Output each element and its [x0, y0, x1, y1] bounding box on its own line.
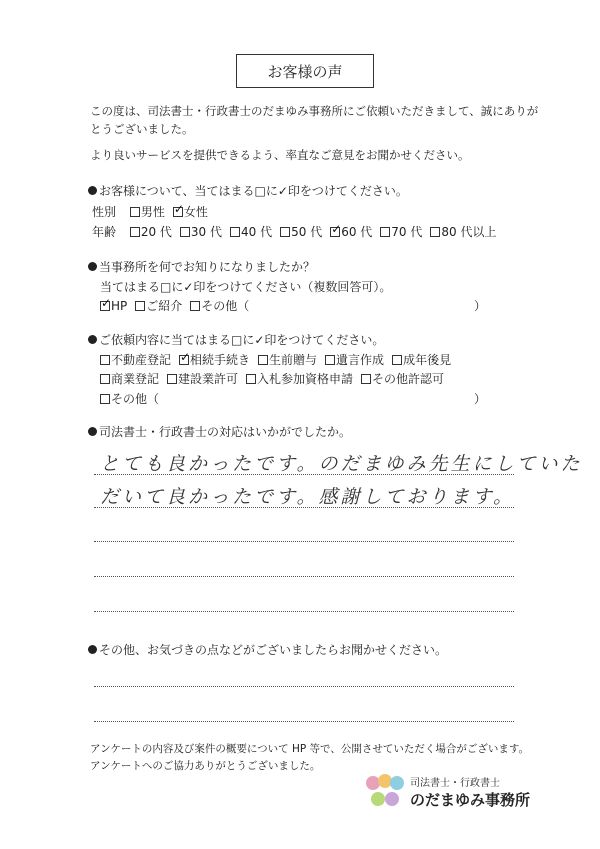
option-label: 女性: [183, 205, 208, 219]
logo-dot: [390, 776, 404, 790]
option-label: 50 代: [291, 225, 323, 239]
question-staff-response: [88, 423, 351, 440]
option[interactable]: [130, 203, 165, 220]
age-row: [92, 223, 504, 240]
answer-line: [94, 611, 514, 612]
option[interactable]: [230, 223, 272, 240]
option[interactable]: [100, 370, 159, 387]
logo-dot: [385, 792, 399, 806]
checkbox[interactable]: [130, 207, 140, 217]
question-other-comments: [88, 641, 447, 658]
option-label: 相続手続き: [190, 353, 251, 367]
checkbox[interactable]: [258, 355, 268, 365]
question-text: 司法書士・行政書士の対応はいかがでしたか。: [99, 425, 352, 439]
question-text: その他、お気づきの点などがございましたらお聞かせください。: [99, 643, 448, 657]
logo-mark-icon: [366, 774, 404, 810]
option-label: その他許認可: [372, 372, 445, 386]
option-label: 70 代: [391, 225, 423, 239]
checkbox[interactable]: [361, 374, 371, 384]
bullet-icon: [88, 335, 97, 344]
checkbox[interactable]: [190, 301, 200, 311]
option-label: 80 代以上: [441, 225, 497, 239]
option[interactable]: [173, 203, 208, 220]
question-text: 当事務所を何でお知りになりましたか？: [99, 260, 316, 274]
checkbox[interactable]: [100, 301, 110, 311]
answer-line: [94, 576, 514, 577]
how-found-row: [100, 297, 257, 314]
checkbox[interactable]: [230, 227, 240, 237]
option-label: 60 代: [341, 225, 373, 239]
option-label: ご紹介: [146, 299, 183, 313]
close-paren: ）: [474, 299, 487, 313]
logo-subtitle: 司法書士・行政書士: [410, 778, 500, 789]
option-label: 商業登記: [111, 372, 160, 386]
option[interactable]: [392, 351, 451, 368]
footer-note-2: アンケートへのご協力ありがとうございました。: [90, 760, 321, 772]
checkbox[interactable]: [100, 355, 110, 365]
checkbox[interactable]: [173, 207, 183, 217]
option-label: 成年後見: [403, 353, 452, 367]
option[interactable]: [100, 299, 127, 313]
question-text: お客様について、当てはまる□に✓印をつけてください。: [99, 184, 408, 198]
intro-line-2: とうございました。: [90, 122, 194, 136]
option-label: 建設業許可: [178, 372, 239, 386]
handwritten-answer-line-1: とても良かったです。のだまゆみ先生にしていた: [100, 453, 583, 475]
intro-line-3: より良いサービスを提供できるよう、率直なご意見をお聞かせください。: [90, 148, 470, 162]
logo-dot: [371, 792, 385, 806]
checkbox[interactable]: [167, 374, 177, 384]
question-customer-info: [88, 182, 408, 199]
gender-label: 性別: [92, 205, 117, 219]
option[interactable]: [179, 351, 250, 368]
answer-line: [94, 474, 514, 475]
answer-line: [94, 507, 514, 508]
option[interactable]: [167, 370, 238, 387]
option-label: 生前贈与: [269, 353, 318, 367]
checkbox[interactable]: [330, 227, 340, 237]
option-label: 遺言作成: [336, 353, 385, 367]
option[interactable]: [325, 351, 384, 368]
checkbox[interactable]: [130, 227, 140, 237]
checkbox[interactable]: [430, 227, 440, 237]
question-how-found: [88, 258, 315, 275]
age-label: 年齢: [92, 225, 117, 239]
checkbox[interactable]: [392, 355, 402, 365]
checkbox[interactable]: [100, 374, 110, 384]
option-label: 40 代: [241, 225, 273, 239]
bullet-icon: [88, 645, 97, 654]
option[interactable]: [246, 370, 353, 387]
checkbox[interactable]: [179, 355, 189, 365]
option[interactable]: [100, 351, 171, 368]
option[interactable]: [135, 297, 182, 314]
checkbox[interactable]: [325, 355, 335, 365]
answer-line: [94, 541, 514, 542]
q2-instruction: 当てはまる□に✓印をつけてください（複数回答可）。: [100, 280, 392, 294]
checkbox[interactable]: [180, 227, 190, 237]
option[interactable]: [361, 370, 444, 387]
option-label: 入札参加資格申請: [257, 372, 354, 386]
answer-line: [94, 721, 514, 722]
option-label: 不動産登記: [111, 353, 172, 367]
option[interactable]: [190, 297, 249, 314]
handwritten-answer-line-2: だいて良かったです。感謝しております。: [100, 486, 515, 508]
option[interactable]: [130, 223, 172, 240]
option-label: HP: [111, 299, 128, 313]
request-row-1: [100, 351, 459, 368]
question-text: ご依頼内容に当てはまる□に✓印をつけてください。: [99, 333, 385, 347]
page-title: お客様の声: [236, 54, 374, 88]
bullet-icon: [88, 427, 97, 436]
footer-note-1: アンケートの内容及び案件の概要について HP 等で、公開させていただく場合がございます。: [90, 743, 530, 755]
bullet-icon: [88, 186, 97, 195]
close-paren: ）: [474, 392, 487, 406]
request-row-2: [100, 370, 452, 387]
gender-row: [92, 203, 216, 220]
option[interactable]: [380, 223, 422, 240]
option-label: 20 代: [140, 225, 172, 239]
logo-name: のだまゆみ事務所: [410, 791, 531, 809]
option-label: 男性: [140, 205, 165, 219]
question-request-content: [88, 331, 384, 348]
option-label: その他（: [111, 392, 160, 406]
bullet-icon: [88, 262, 97, 271]
option-label: その他（: [201, 299, 250, 313]
answer-line: [94, 686, 514, 687]
checkbox[interactable]: [246, 374, 256, 384]
option[interactable]: [258, 351, 317, 368]
option[interactable]: [430, 223, 496, 240]
option-label: 30 代: [190, 225, 223, 239]
checkbox[interactable]: [135, 301, 145, 311]
checkbox[interactable]: [100, 394, 110, 404]
option[interactable]: [330, 223, 372, 240]
request-row-3: [100, 390, 159, 407]
option[interactable]: [280, 223, 322, 240]
option[interactable]: [180, 223, 222, 240]
checkbox[interactable]: [280, 227, 290, 237]
checkbox[interactable]: [380, 227, 390, 237]
office-logo: [366, 774, 530, 810]
intro-line-1: この度は、司法書士・行政書士のだまゆみ事務所にご依頼いただきまして、誠にありが: [90, 104, 539, 118]
